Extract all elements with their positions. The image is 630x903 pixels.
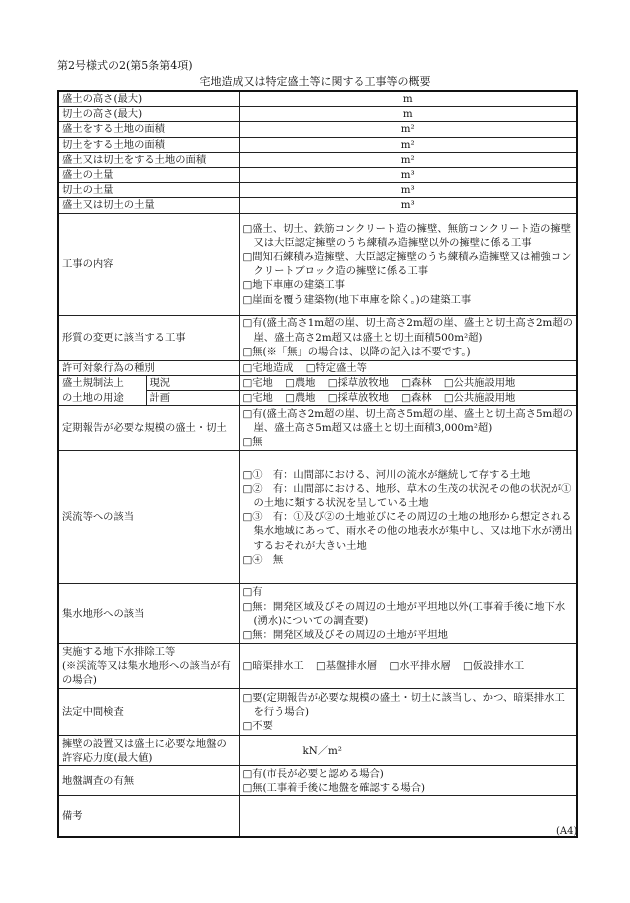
checkbox-option[interactable]: □無 [242, 436, 263, 449]
table-row [58, 796, 577, 837]
sub-label: 計画 [146, 391, 239, 406]
overview-table [57, 90, 578, 838]
unit-cell[interactable]: m² [239, 137, 577, 152]
checkbox-option[interactable]: □採草放牧地 [327, 376, 389, 389]
unit-cell[interactable]: m [239, 107, 577, 122]
table-row [58, 584, 577, 644]
table-row [58, 198, 577, 213]
checkbox-option[interactable]: □不要 [242, 720, 273, 733]
checkbox-option[interactable]: □③ 有：①及び②の土地並びにその周辺の土地の地形から想定される集水地域にあって、雨水その他の地表水が集中し、又は地下水が湧出するおそれが大きい土地 [242, 511, 573, 552]
table-row [58, 375, 577, 390]
checkbox-option[interactable]: □無(※「無」の場合は、以降の記入は不要です。) [242, 345, 471, 358]
stream-options [239, 451, 577, 584]
row-label: 盛土をする土地の面積 [58, 122, 239, 137]
table-row [58, 360, 577, 375]
row-label: 盛土の土量 [58, 168, 239, 183]
checkbox-option[interactable]: □宅地造成 [242, 361, 294, 374]
checkbox-option[interactable]: □① 有：山間部における、河川の流水が継続して存する土地 [242, 468, 531, 481]
row-label: 渓流等への該当 [58, 451, 239, 584]
unit-cell[interactable]: m² [239, 122, 577, 137]
land-use-current-options [239, 375, 577, 390]
checkbox-option[interactable]: □水平排水層 [389, 660, 451, 673]
checkbox-option[interactable]: □農地 [285, 376, 316, 389]
checkbox-option[interactable]: □有 [242, 586, 263, 599]
row-label [58, 644, 239, 689]
table-row [58, 213, 577, 315]
checkbox-option[interactable]: □有(盛土高さ2m超の崖、切土高さ5m超の崖、盛土と切土高さ5m超の崖、盛土高さ5m超又は盛土と切土面積3,000m²超) [242, 407, 573, 435]
row-label: 擁壁の設置又は盛土に必要な地盤の許容応力度(最大値) [58, 736, 239, 766]
table-row [58, 391, 577, 406]
shape-change-options [239, 315, 577, 360]
interim-inspection-options [239, 689, 577, 736]
checkbox-option[interactable]: □宅地 [242, 392, 273, 405]
table-row [58, 736, 577, 766]
paper-size: (A4) [556, 826, 578, 837]
checkbox-option[interactable]: □仮設排水工 [463, 660, 525, 673]
bearing-unit: kN／m² [302, 744, 342, 757]
row-label: 盛土又は切土をする土地の面積 [58, 152, 239, 167]
unit-cell[interactable]: m² [239, 152, 577, 167]
unit-cell[interactable]: m³ [239, 168, 577, 183]
row-label: 盛土又は切土の土量 [58, 198, 239, 213]
table-row [58, 183, 577, 198]
table-row [58, 122, 577, 137]
row-label: 工事の内容 [58, 213, 239, 315]
table-row [58, 91, 577, 107]
unit-cell[interactable]: m [239, 91, 577, 107]
checkbox-option[interactable]: □盛土、切土、鉄筋コンクリート造の擁壁、無筋コンクリート造の擁壁又は大臣認定擁壁のうち練積み造擁壁以外の擁壁に係る工事 [242, 222, 572, 249]
row-label: 切土の土量 [58, 183, 239, 198]
page-title: 宅地造成又は特定盛土等に関する工事等の概要 [199, 75, 431, 88]
row-label: 形質の変更に該当する工事 [58, 315, 239, 360]
table-row [58, 152, 577, 167]
row-label: 盛土の高さ(最大) [58, 91, 239, 107]
table-row [58, 168, 577, 183]
table-row [58, 644, 577, 689]
table-row [58, 406, 577, 451]
form-number: 第2号様式の2(第5条第4項) [57, 59, 193, 72]
table-row [58, 766, 577, 796]
row-label: 法定中間検査 [58, 689, 239, 736]
checkbox-option[interactable]: □公共施設用地 [443, 392, 516, 405]
checkbox-option[interactable]: □農地 [285, 392, 316, 405]
table-row [58, 689, 577, 736]
row-label: 集水地形への該当 [58, 584, 239, 644]
checkbox-option[interactable]: □② 有：山間部における、地形、草木の生茂の状況その他の状況が①の土地に類する状況を呈している土地 [242, 482, 572, 509]
checkbox-option[interactable]: □地下車庫の建築工事 [242, 279, 345, 292]
checkbox-option[interactable]: □森林 [401, 376, 432, 389]
table-row [58, 315, 577, 360]
permit-type-options [239, 360, 577, 375]
checkbox-option[interactable]: □採草放牧地 [327, 392, 389, 405]
soil-survey-options [239, 766, 577, 796]
unit-cell[interactable]: m³ [239, 198, 577, 213]
row-label: 盛土規制法上 [58, 375, 146, 390]
checkbox-option[interactable]: □基盤排水層 [316, 660, 378, 673]
row-label: 備考 [58, 796, 239, 837]
checkbox-option[interactable]: □無：開発区域及びその周辺の土地が平坦地以外(工事着手後に地下水(湧水)についての調査要) [242, 600, 566, 627]
row-label: の土地の用途 [58, 391, 146, 406]
row-label: 切土の高さ(最大) [58, 107, 239, 122]
checkbox-option[interactable]: □暗渠排水工 [242, 660, 304, 673]
row-label: 地盤調査の有無 [58, 766, 239, 796]
drainage-note: (※渓流等又は集水地形への該当が有の場合) [62, 660, 231, 687]
drainage-options [239, 644, 577, 689]
checkbox-option[interactable]: □要(定期報告が必要な規模の盛土・切土に該当し、かつ、暗渠排水工を行う場合) [242, 691, 565, 719]
checkbox-option[interactable]: □無(工事着手後に地盤を確認する場合) [242, 781, 426, 794]
checkbox-option[interactable]: □有(市長が必要と認める場合) [242, 767, 384, 780]
table-row [58, 137, 577, 152]
checkbox-option[interactable]: □間知石練積み造擁壁、大臣認定擁壁のうち練積み造擁壁又は補強コンクリートブロック造の擁壁に係る工事 [242, 250, 572, 278]
row-label: 切土をする土地の面積 [58, 137, 239, 152]
periodic-report-options [239, 406, 577, 451]
table-row [58, 107, 577, 122]
row-label: 許可対象行為の種別 [58, 360, 239, 375]
checkbox-option[interactable]: □崖面を覆う建築物(地下車庫を除く。)の建築工事 [242, 293, 472, 306]
unit-cell[interactable] [239, 736, 577, 766]
checkbox-option[interactable]: □森林 [401, 392, 432, 405]
checkbox-option[interactable]: □特定盛土等 [305, 361, 367, 374]
drainage-label: 実施する地下水排除工等 [62, 645, 176, 658]
checkbox-option[interactable]: □無：開発区域及びその周辺の土地が平坦地 [242, 628, 448, 641]
work-content-options [239, 213, 577, 315]
checkbox-option[interactable]: □④ 無 [242, 553, 284, 566]
sub-label: 現況 [146, 375, 239, 390]
unit-cell[interactable]: m³ [239, 183, 577, 198]
catchment-options [239, 584, 577, 644]
checkbox-option[interactable]: □公共施設用地 [443, 376, 516, 389]
checkbox-option[interactable]: □宅地 [242, 376, 273, 389]
checkbox-option[interactable]: □有(盛土高さ1m超の崖、切土高さ2m超の崖、盛土と切土高さ2m超の崖、盛土高さ2m超又は盛土と切土面積500m²超) [242, 317, 573, 344]
table-row [58, 451, 577, 584]
land-use-plan-options [239, 391, 577, 406]
row-label: 定期報告が必要な規模の盛土・切土 [58, 406, 239, 451]
remarks-input[interactable] [239, 796, 577, 837]
